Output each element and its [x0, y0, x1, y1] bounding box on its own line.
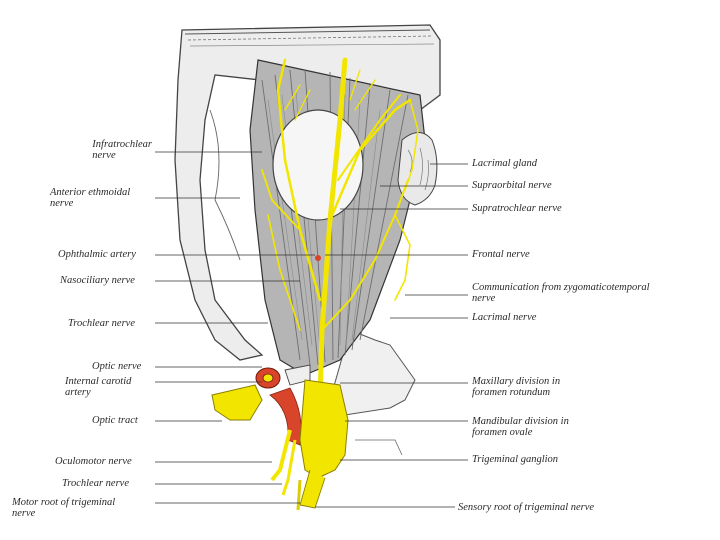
label-line: Lacrimal gland [472, 158, 538, 169]
label-trochlear-nerve-lower [62, 478, 129, 489]
lacrimal-gland-shape [398, 133, 437, 206]
label-sensory-root-trigeminal [458, 502, 594, 513]
label-line: Communication from zygomaticotemporal [472, 282, 650, 293]
label-frontal-nerve [472, 249, 530, 260]
label-line: nerve [92, 150, 116, 161]
label-line: Ophthalmic artery [58, 249, 136, 260]
label-line: Optic nerve [92, 361, 142, 372]
label-line: Frontal nerve [472, 249, 530, 260]
label-lacrimal-gland [472, 158, 537, 169]
label-line: Trochlear nerve [68, 318, 135, 329]
label-internal-carotid-artery [65, 376, 131, 398]
label-lacrimal-nerve [472, 312, 536, 323]
label-communication-zygomaticotemporal [472, 282, 650, 304]
label-optic-nerve [92, 361, 141, 372]
label-line: nerve [472, 293, 496, 304]
label-nasociliary-nerve [60, 275, 135, 286]
label-maxillary-division [472, 376, 560, 398]
label-line: Mandibular division in [472, 416, 569, 427]
label-line: Supraorbital nerve [472, 180, 552, 191]
label-line: Maxillary division in [472, 376, 561, 387]
label-line: foramen ovale [472, 427, 533, 438]
label-mandibular-division [472, 416, 569, 438]
label-line: foramen rotundum [472, 387, 551, 398]
label-line: Trigeminal ganglion [472, 454, 559, 465]
label-line: Oculomotor nerve [55, 456, 132, 467]
label-ophthalmic-artery [58, 249, 136, 260]
label-supraorbital-nerve [472, 180, 552, 191]
label-line: Anterior ethmoidal [50, 187, 131, 198]
label-infratrochlear-nerve [92, 139, 152, 161]
label-line: Lacrimal nerve [472, 312, 537, 323]
label-line: Sensory root of trigeminal nerve [458, 502, 595, 513]
label-motor-root-trigeminal [12, 497, 115, 519]
label-trochlear-nerve-upper [68, 318, 135, 329]
label-line: Trochlear nerve [62, 478, 129, 489]
label-line: Nasociliary nerve [60, 275, 135, 286]
label-line: Infratrochlear [92, 139, 152, 150]
label-supratrochlear-nerve [472, 203, 562, 214]
label-line: Optic tract [92, 415, 138, 426]
label-anterior-ethmoidal-nerve [50, 187, 130, 209]
label-line: nerve [50, 198, 74, 209]
label-trigeminal-ganglion [472, 454, 558, 465]
label-optic-tract [92, 415, 138, 426]
label-line: artery [65, 387, 91, 398]
label-line: Motor root of trigeminal [12, 497, 116, 508]
label-oculomotor-nerve [55, 456, 132, 467]
label-line: Internal carotid [65, 376, 132, 387]
label-line: Supratrochlear nerve [472, 203, 562, 214]
label-line: nerve [12, 508, 36, 519]
